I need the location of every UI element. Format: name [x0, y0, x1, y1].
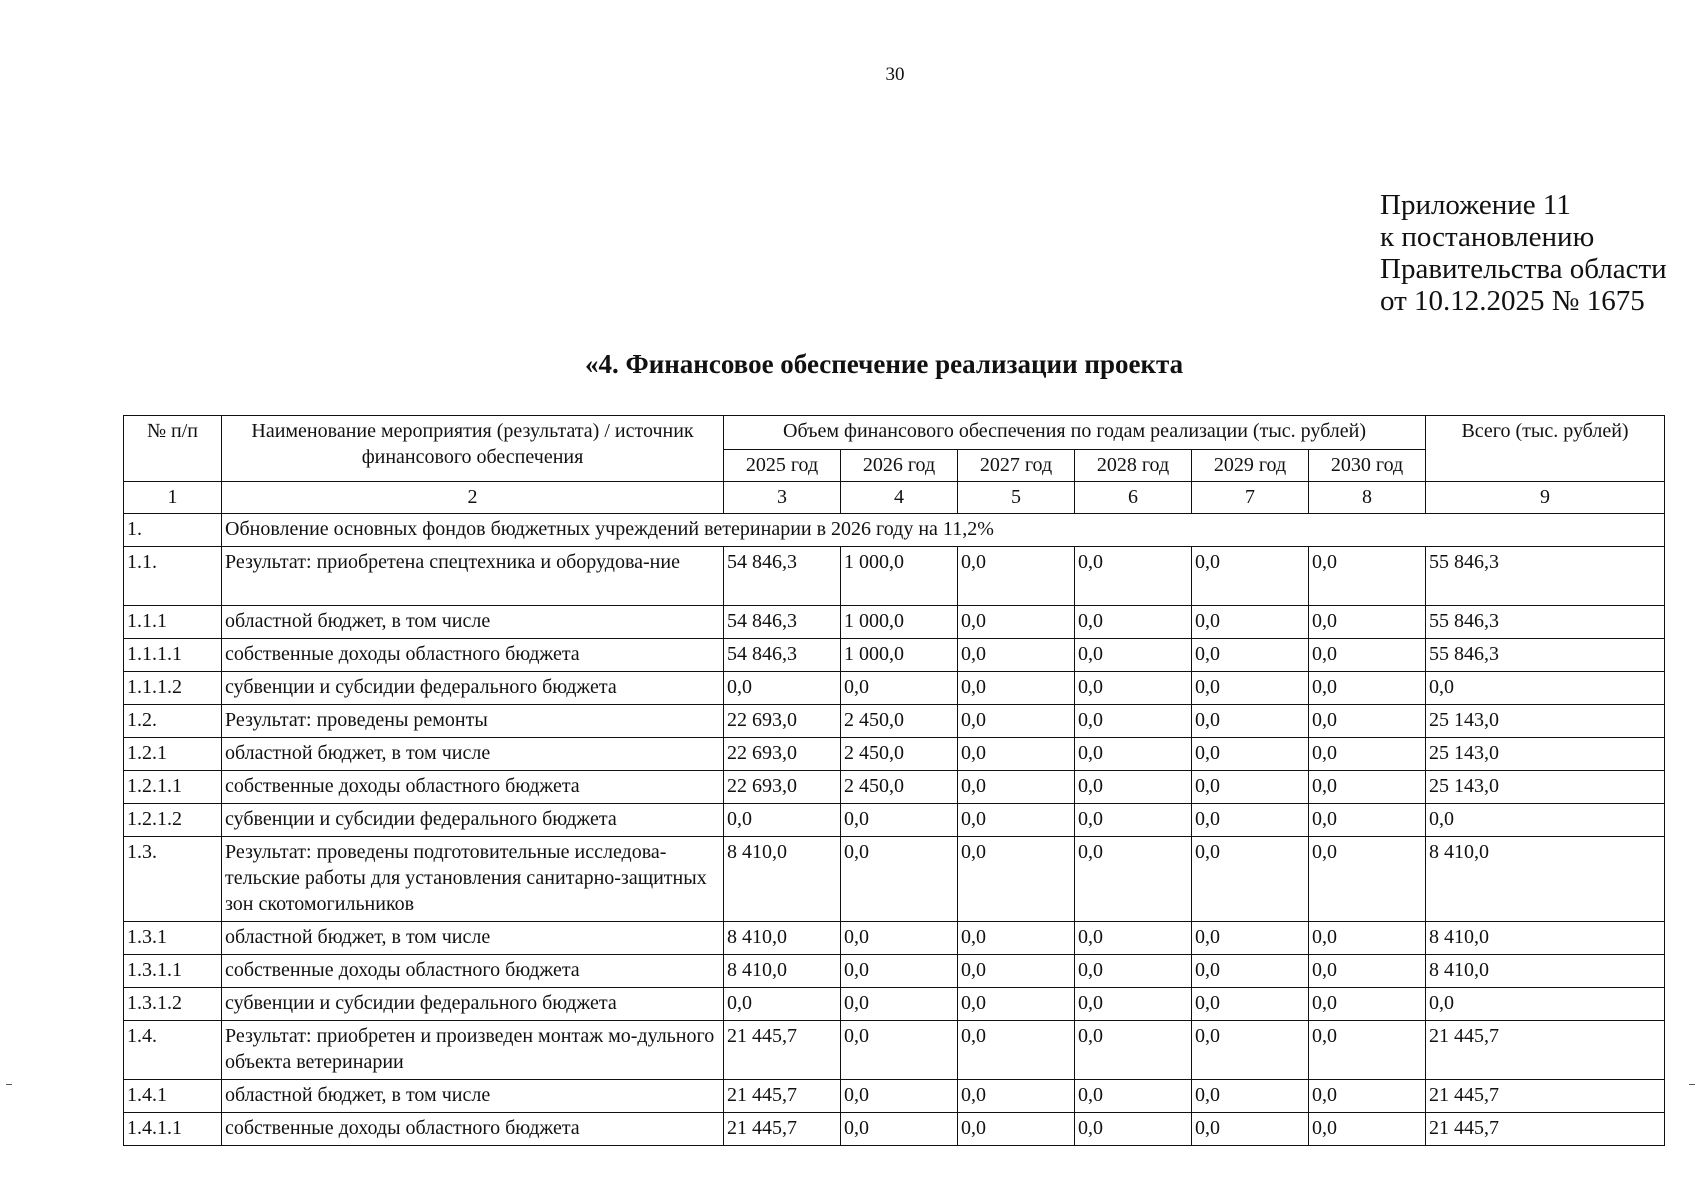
row-name: областной бюджет, в том числе [222, 922, 724, 955]
row-total: 55 846,3 [1426, 547, 1665, 606]
row-year-value: 22 693,0 [724, 738, 841, 771]
row-year-value: 0,0 [1192, 771, 1309, 804]
row-number: 1.1. [124, 547, 222, 606]
row-year-value: 0,0 [1309, 771, 1426, 804]
row-year-value: 0,0 [1309, 922, 1426, 955]
row-year-value: 8 410,0 [724, 955, 841, 988]
row-year-value: 0,0 [1309, 1021, 1426, 1080]
row-year-value: 0,0 [1075, 639, 1192, 672]
row-year-value: 2 450,0 [841, 738, 958, 771]
row-total: 25 143,0 [1426, 738, 1665, 771]
column-index-row [124, 482, 1665, 514]
row-year-value: 54 846,3 [724, 547, 841, 606]
appendix-line: Правительства области [1380, 253, 1667, 285]
row-name: Результат: проведены подготовительные исследова-тельские работы для установления санитарно-защитных зон скотомогильников [222, 837, 724, 922]
table-header [124, 416, 1665, 514]
row-year-value: 0,0 [1192, 988, 1309, 1021]
appendix-line: к постановлению [1380, 221, 1595, 253]
row-year-value: 0,0 [1075, 837, 1192, 922]
row-year-value: 0,0 [1192, 922, 1309, 955]
row-year-value: 0,0 [1309, 738, 1426, 771]
row-year-value: 0,0 [1192, 672, 1309, 705]
row-name: собственные доходы областного бюджета [222, 639, 724, 672]
table-row [124, 547, 1665, 606]
row-year-value: 0,0 [1309, 804, 1426, 837]
table-row [124, 1021, 1665, 1080]
row-year-value: 0,0 [724, 988, 841, 1021]
row-year-value: 0,0 [1192, 804, 1309, 837]
section-title: Обновление основных фондов бюджетных учреждений ветеринарии в 2026 году на 11,2% [222, 514, 1665, 547]
row-year-value: 1 000,0 [841, 639, 958, 672]
row-year-value: 0,0 [1075, 672, 1192, 705]
header-year: 2027 год [958, 450, 1075, 482]
row-year-value: 0,0 [841, 672, 958, 705]
row-year-value: 0,0 [841, 837, 958, 922]
row-number: 1.4.1.1 [124, 1113, 222, 1146]
row-year-value: 8 410,0 [724, 837, 841, 922]
column-index: 9 [1426, 482, 1665, 514]
row-year-value: 0,0 [1309, 988, 1426, 1021]
table-row [124, 1080, 1665, 1113]
table-row [124, 606, 1665, 639]
appendix-line: от 10.12.2025 № 1675 [1380, 285, 1645, 317]
row-number: 1.2.1 [124, 738, 222, 771]
row-total: 21 445,7 [1426, 1080, 1665, 1113]
table-row [124, 837, 1665, 922]
column-index: 6 [1075, 482, 1192, 514]
row-number: 1.4. [124, 1021, 222, 1080]
row-year-value: 0,0 [958, 672, 1075, 705]
row-year-value: 0,0 [958, 547, 1075, 606]
row-year-value: 0,0 [1075, 1080, 1192, 1113]
row-year-value: 0,0 [958, 955, 1075, 988]
row-number: 1.2.1.2 [124, 804, 222, 837]
row-number: 1.3. [124, 837, 222, 922]
row-year-value: 54 846,3 [724, 639, 841, 672]
row-year-value: 0,0 [1309, 705, 1426, 738]
row-total: 8 410,0 [1426, 837, 1665, 922]
header-year: 2028 год [1075, 450, 1192, 482]
row-year-value: 0,0 [841, 1080, 958, 1113]
row-year-value: 0,0 [1309, 1080, 1426, 1113]
row-total: 21 445,7 [1426, 1113, 1665, 1146]
row-year-value: 0,0 [1309, 606, 1426, 639]
row-name: собственные доходы областного бюджета [222, 771, 724, 804]
scan-edge-mark [6, 1084, 12, 1085]
row-year-value: 2 450,0 [841, 705, 958, 738]
appendix-line: Приложение 11 [1380, 189, 1571, 221]
scan-edge-mark [1689, 1084, 1695, 1085]
table-row [124, 1113, 1665, 1146]
row-number: 1.2. [124, 705, 222, 738]
row-year-value: 0,0 [1075, 1113, 1192, 1146]
row-year-value: 0,0 [1075, 955, 1192, 988]
row-year-value: 0,0 [958, 705, 1075, 738]
row-year-value: 0,0 [841, 988, 958, 1021]
row-year-value: 0,0 [1192, 955, 1309, 988]
row-number: 1.1.1.1 [124, 639, 222, 672]
row-total: 0,0 [1426, 804, 1665, 837]
row-year-value: 0,0 [958, 1021, 1075, 1080]
row-name: областной бюджет, в том числе [222, 738, 724, 771]
row-number: 1.3.1.2 [124, 988, 222, 1021]
header-year: 2025 год [724, 450, 841, 482]
row-year-value: 2 450,0 [841, 771, 958, 804]
header-volume: Объем финансового обеспечения по годам реализации (тыс. рублей) [724, 416, 1426, 450]
table-row [124, 988, 1665, 1021]
row-year-value: 0,0 [1192, 606, 1309, 639]
column-index: 3 [724, 482, 841, 514]
row-name: Результат: приобретен и произведен монтаж мо-дульного объекта ветеринарии [222, 1021, 724, 1080]
row-year-value: 0,0 [841, 955, 958, 988]
row-year-value: 0,0 [1075, 606, 1192, 639]
row-name: собственные доходы областного бюджета [222, 1113, 724, 1146]
row-year-value: 0,0 [1192, 547, 1309, 606]
row-year-value: 0,0 [1192, 705, 1309, 738]
row-total: 55 846,3 [1426, 606, 1665, 639]
row-year-value: 0,0 [1075, 922, 1192, 955]
row-year-value: 0,0 [1309, 672, 1426, 705]
row-year-value: 0,0 [958, 1113, 1075, 1146]
table-row [124, 771, 1665, 804]
row-year-value: 0,0 [1075, 1021, 1192, 1080]
row-year-value: 0,0 [1075, 988, 1192, 1021]
column-index: 8 [1309, 482, 1426, 514]
section-row [124, 514, 1665, 547]
row-year-value: 0,0 [1075, 771, 1192, 804]
row-year-value: 0,0 [958, 837, 1075, 922]
row-name: собственные доходы областного бюджета [222, 955, 724, 988]
row-name: областной бюджет, в том числе [222, 606, 724, 639]
row-number: 1.4.1 [124, 1080, 222, 1113]
row-year-value: 0,0 [1075, 804, 1192, 837]
row-number: 1.3.1 [124, 922, 222, 955]
row-name: Результат: проведены ремонты [222, 705, 724, 738]
row-year-value: 22 693,0 [724, 771, 841, 804]
header-year: 2026 год [841, 450, 958, 482]
row-number: 1.2.1.1 [124, 771, 222, 804]
header-name: Наименование мероприятия (результата) / источник финансового обеспечения [222, 416, 724, 482]
row-year-value: 1 000,0 [841, 606, 958, 639]
row-name: субвенции и субсидии федерального бюджета [222, 804, 724, 837]
row-year-value: 0,0 [958, 922, 1075, 955]
row-year-value: 0,0 [841, 804, 958, 837]
row-year-value: 0,0 [958, 771, 1075, 804]
row-year-value: 0,0 [958, 1080, 1075, 1113]
row-year-value: 0,0 [841, 1113, 958, 1146]
row-name: областной бюджет, в том числе [222, 1080, 724, 1113]
table-row [124, 639, 1665, 672]
appendix-block [1380, 189, 1667, 317]
column-index: 7 [1192, 482, 1309, 514]
table-row [124, 804, 1665, 837]
row-number: 1.3.1.1 [124, 955, 222, 988]
row-year-value: 8 410,0 [724, 922, 841, 955]
row-year-value: 0,0 [1075, 738, 1192, 771]
row-total: 0,0 [1426, 672, 1665, 705]
row-total: 8 410,0 [1426, 922, 1665, 955]
document-title: «4. Финансовое обеспечение реализации проекта [585, 349, 1184, 379]
page-number: 30 [885, 64, 905, 85]
row-year-value: 0,0 [1192, 837, 1309, 922]
row-year-value: 0,0 [1309, 955, 1426, 988]
row-total: 55 846,3 [1426, 639, 1665, 672]
row-year-value: 0,0 [958, 804, 1075, 837]
header-year: 2030 год [1309, 450, 1426, 482]
table-row [124, 738, 1665, 771]
row-year-value: 21 445,7 [724, 1080, 841, 1113]
column-index: 4 [841, 482, 958, 514]
row-total: 0,0 [1426, 988, 1665, 1021]
table-body [124, 514, 1665, 1146]
row-year-value: 21 445,7 [724, 1021, 841, 1080]
header-total: Всего (тыс. рублей) [1426, 416, 1665, 482]
row-total: 25 143,0 [1426, 771, 1665, 804]
row-number: 1. [124, 514, 222, 547]
row-year-value: 21 445,7 [724, 1113, 841, 1146]
row-name: Результат: приобретена спецтехника и оборудова-ние [222, 547, 724, 606]
row-year-value: 0,0 [1192, 738, 1309, 771]
table-row [124, 922, 1665, 955]
row-total: 21 445,7 [1426, 1021, 1665, 1080]
row-year-value: 0,0 [1192, 639, 1309, 672]
row-year-value: 0,0 [1309, 639, 1426, 672]
row-year-value: 0,0 [724, 804, 841, 837]
row-number: 1.1.1 [124, 606, 222, 639]
row-year-value: 0,0 [1075, 705, 1192, 738]
row-year-value: 0,0 [958, 988, 1075, 1021]
header-num: № п/п [124, 416, 222, 482]
row-number: 1.1.1.2 [124, 672, 222, 705]
header-year: 2029 год [1192, 450, 1309, 482]
table-row [124, 955, 1665, 988]
row-total: 8 410,0 [1426, 955, 1665, 988]
row-year-value: 0,0 [1309, 1113, 1426, 1146]
row-year-value: 0,0 [958, 606, 1075, 639]
row-year-value: 54 846,3 [724, 606, 841, 639]
row-name: субвенции и субсидии федерального бюджета [222, 988, 724, 1021]
row-year-value: 0,0 [1192, 1113, 1309, 1146]
column-index: 1 [124, 482, 222, 514]
row-year-value: 0,0 [1192, 1080, 1309, 1113]
row-year-value: 0,0 [841, 1021, 958, 1080]
row-year-value: 0,0 [1309, 837, 1426, 922]
row-year-value: 0,0 [958, 639, 1075, 672]
row-year-value: 1 000,0 [841, 547, 958, 606]
row-year-value: 0,0 [841, 922, 958, 955]
row-year-value: 22 693,0 [724, 705, 841, 738]
row-year-value: 0,0 [1075, 547, 1192, 606]
row-name: субвенции и субсидии федерального бюджета [222, 672, 724, 705]
row-total: 25 143,0 [1426, 705, 1665, 738]
row-year-value: 0,0 [1309, 547, 1426, 606]
table-row [124, 705, 1665, 738]
column-index: 2 [222, 482, 724, 514]
table-row [124, 672, 1665, 705]
column-index: 5 [958, 482, 1075, 514]
row-year-value: 0,0 [958, 738, 1075, 771]
financing-table [123, 415, 1665, 1146]
row-year-value: 0,0 [1192, 1021, 1309, 1080]
row-year-value: 0,0 [724, 672, 841, 705]
